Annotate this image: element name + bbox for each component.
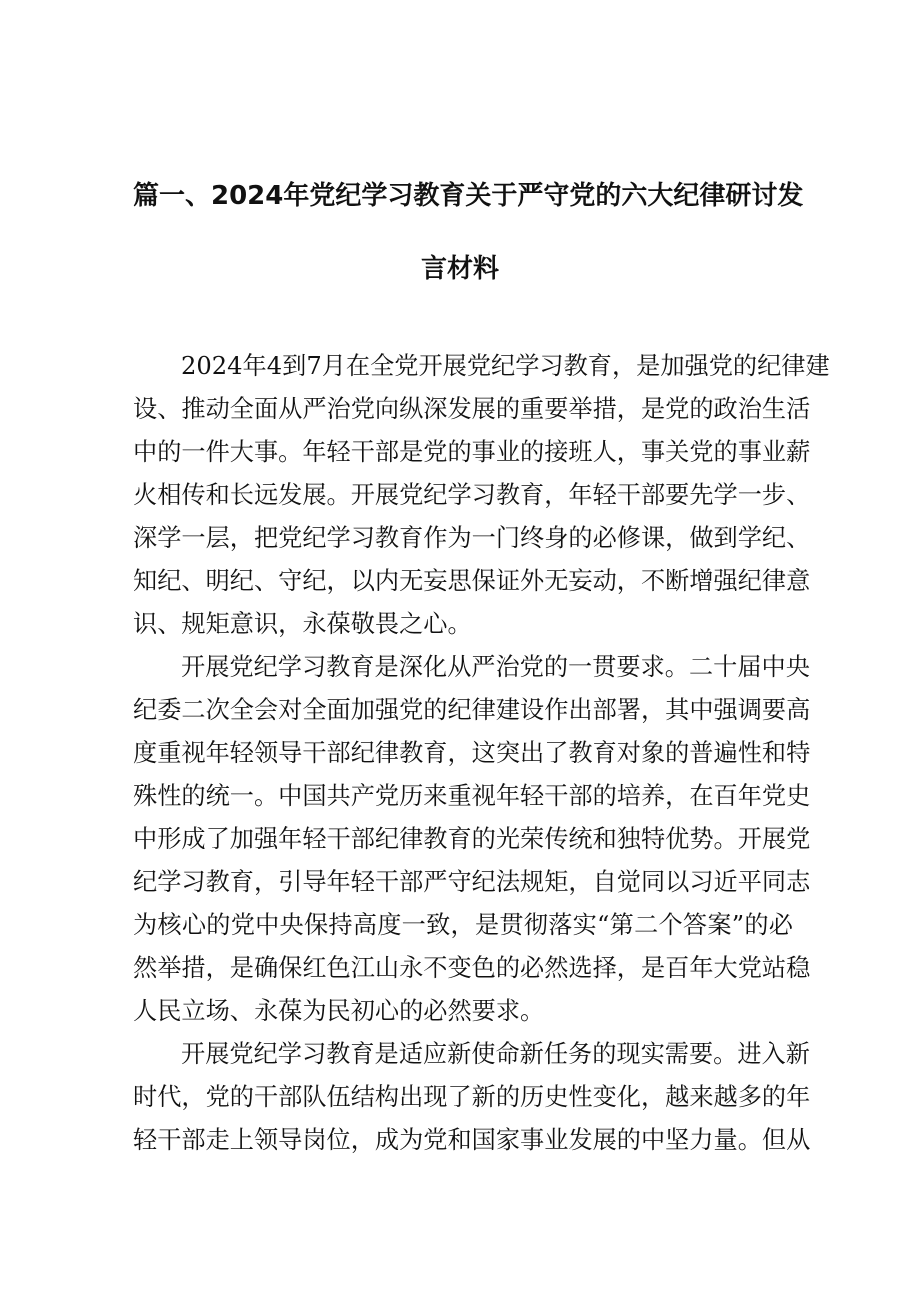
paragraph-2-line-5: 中形成了加强年轻干部纪律教育的光荣传统和独特优势。开展党 [133,825,811,853]
document-title-line-1: 篇一、2024年党纪学习教育关于严守党的六大纪律研讨发 [133,181,804,211]
paragraph-2-line-4: 殊性的统一。中国共产党历来重视年轻干部的培养，在百年党史 [133,782,811,810]
paragraph-1-line-5: 深学一层，把党纪学习教育作为一门终身的必修课，做到学纪、 [133,524,811,552]
paragraph-2-line-3: 度重视年轻领导干部纪律教育，这突出了教育对象的普遍性和特 [133,739,811,767]
paragraph-2-line-7: 为核心的党中央保持高度一致，是贯彻落实“第二个答案”的必 [133,911,793,939]
paragraph-3-line-2: 时代，党的干部队伍结构出现了新的历史性变化，越来越多的年 [133,1083,811,1111]
paragraph-2-line-8: 然举措，是确保红色江山永不变色的必然选择，是百年大党站稳 [133,954,811,982]
paragraph-2-line-1: 开展党纪学习教育是深化从严治党的一贯要求。二十届中央 [181,653,810,681]
document-body [133,351,830,1291]
paragraph-3-line-3: 轻干部走上领导岗位，成为党和国家事业发展的中坚力量。但从 [133,1126,811,1154]
paragraph-3-line-1: 开展党纪学习教育是适应新使命新任务的现实需要。进入新 [181,1040,810,1068]
paragraph-1-line-3: 中的一件大事。年轻干部是党的事业的接班人，事关党的事业薪 [133,438,811,466]
document-title-line-2: 言材料 [420,254,499,284]
paragraph-1-line-1: 2024年4到7月在全党开展党纪学习教育，是加强党的纪律建 [181,352,830,380]
paragraph-2-line-9: 人民立场、永葆为民初心的必然要求。 [133,997,545,1025]
paragraph-2-line-6: 纪学习教育，引导年轻干部严守纪法规矩，自觉同以习近平同志 [133,868,811,896]
paragraph-1-line-4: 火相传和长远发展。开展党纪学习教育，年轻干部要先学一步、 [133,481,811,509]
paragraph-1-line-6: 知纪、明纪、守纪，以内无妄思保证外无妄动，不断增强纪律意 [133,567,811,595]
paragraph-1-line-7: 识、规矩意识，永葆敬畏之心。 [133,610,472,638]
paragraph-2-line-2: 纪委二次全会对全面加强党的纪律建设作出部署，其中强调要高 [133,696,811,724]
paragraph-1-line-2: 设、推动全面从严治党向纵深发展的重要举措，是党的政治生活 [133,395,811,423]
